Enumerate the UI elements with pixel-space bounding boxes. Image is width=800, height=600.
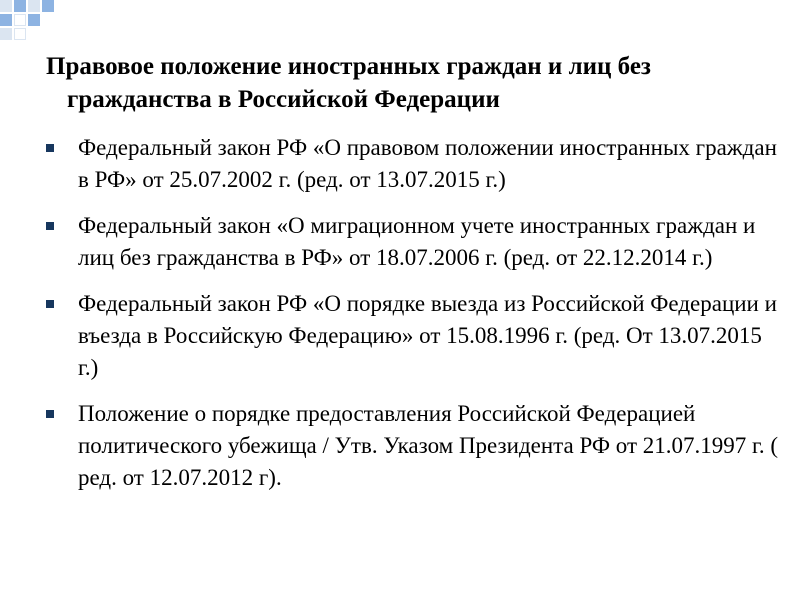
decor-square <box>0 14 12 26</box>
decor-square <box>0 0 12 12</box>
list-item <box>44 132 784 196</box>
square-bullet-icon <box>46 222 54 230</box>
decorative-squares <box>0 0 60 44</box>
decor-square <box>14 0 26 12</box>
square-bullet-icon <box>46 300 54 308</box>
list-item-text: Федеральный закон «О миграционном учете иностранных граждан и лиц без гражданства в РФ» от 18.07.2006 г. (ред. от 22.12.2014 г.) <box>78 213 756 270</box>
decor-square <box>14 14 26 26</box>
list-item-text: Федеральный закон РФ «О правовом положении иностранных граждан в РФ» от 25.07.2002 г. (ред. от 13.07.2015 г.) <box>78 135 777 192</box>
decor-square <box>28 0 40 12</box>
decor-square <box>14 28 26 40</box>
square-bullet-icon <box>46 144 54 152</box>
list-item <box>44 398 784 494</box>
decor-square <box>0 28 12 40</box>
slide-title: Правовое положение иностранных граждан и лиц без гражданства в Российской Федерации <box>46 53 651 113</box>
decor-square <box>42 0 54 12</box>
decor-square <box>28 14 40 26</box>
square-bullet-icon <box>46 410 54 418</box>
list-item-text: Федеральный закон РФ «О порядке выезда из Российской Федерации и въезда в Российскую Федерацию» от 15.08.1996 г. (ред. От 13.07.2015 г.) <box>78 291 777 380</box>
bullet-list <box>44 132 784 508</box>
list-item-text: Положение о порядке предоставления Российской Федерацией политического убежища / Утв. Указом Президента РФ от 21.07.1997 г. ( ред. от 12.07.2012 г). <box>78 401 779 490</box>
list-item <box>44 210 784 274</box>
list-item <box>44 288 784 384</box>
